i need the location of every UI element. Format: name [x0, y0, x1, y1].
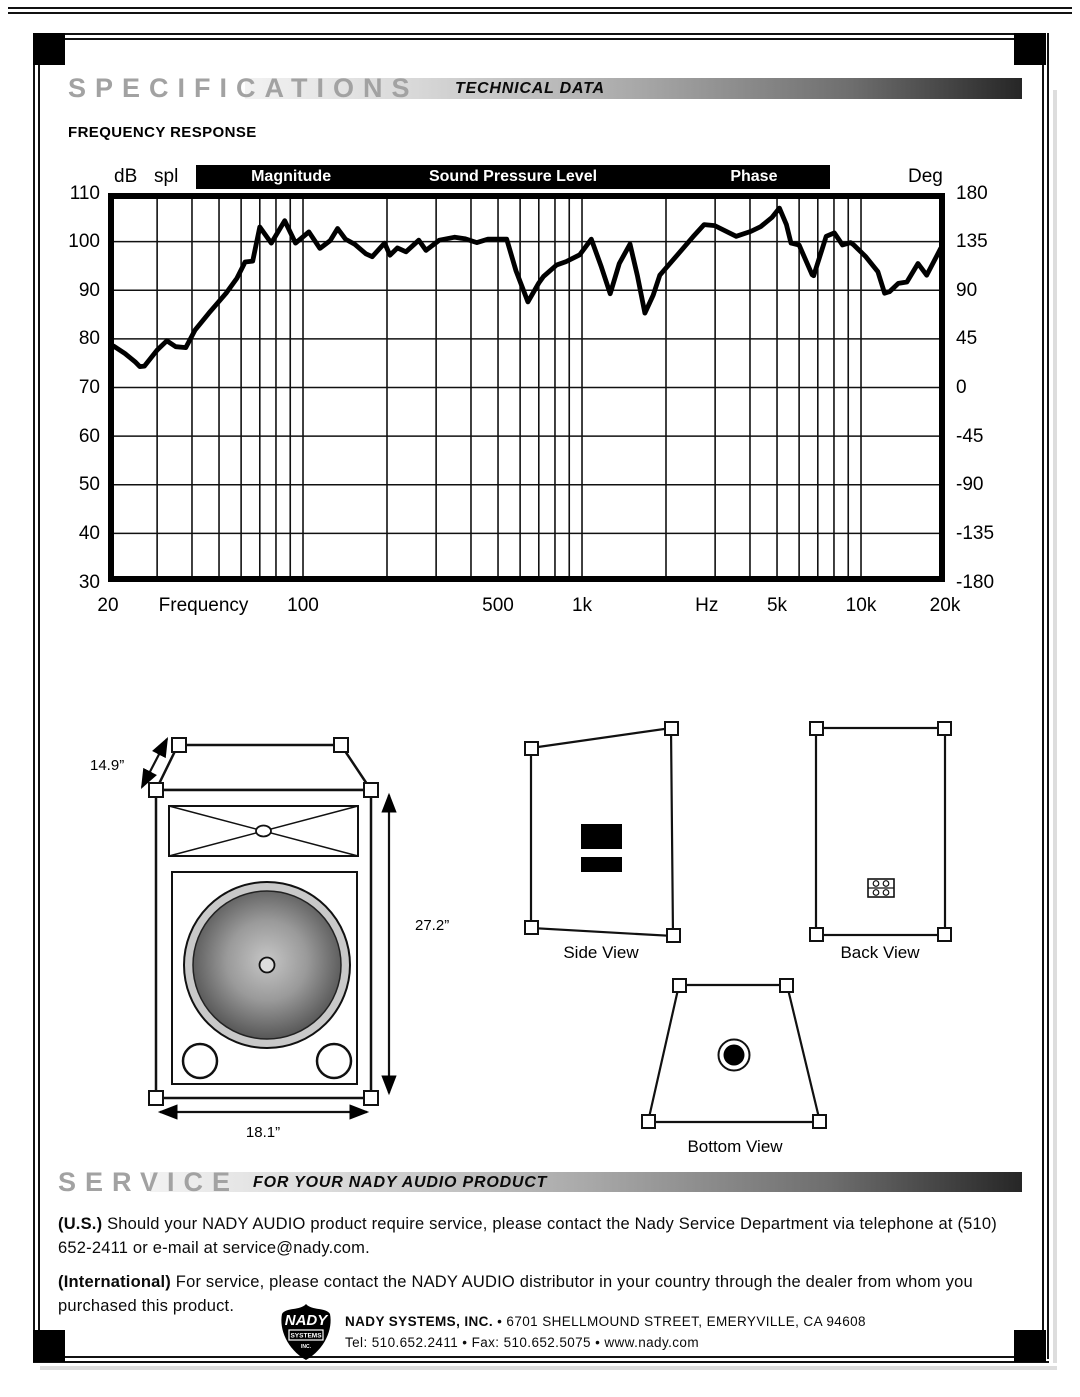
logo-inc-text: INC. — [301, 1344, 311, 1350]
y-left-tick: 60 — [78, 425, 100, 447]
y-left-tick: 70 — [78, 377, 100, 398]
international-label: (International) — [58, 1272, 171, 1291]
y-right-tick: -90 — [956, 474, 984, 496]
x-axis-label: 5k — [766, 595, 788, 616]
x-axis-label: Hz — [695, 595, 719, 616]
page-edge-shadow-right — [1053, 90, 1057, 1363]
x-axis-labels — [97, 595, 961, 621]
y-left-tick: 30 — [78, 571, 100, 593]
logo-sub-text: SYSTEMS — [290, 1332, 322, 1340]
pole-mount-socket — [724, 1045, 745, 1066]
frame-right-line — [1042, 33, 1049, 1359]
x-axis-label: 500 — [482, 595, 514, 616]
x-axis-label: 20k — [929, 595, 961, 616]
bottom-view-drawing — [625, 970, 845, 1165]
international-text: For service, please contact the NADY AUDIO distributor in your country through the dealer from whom you purchased this product. — [58, 1272, 973, 1316]
footer-line-1 — [345, 1312, 866, 1333]
x-axis-label: 1k — [571, 595, 593, 616]
x-axis-label: 10k — [845, 595, 877, 616]
y-left-tick: 100 — [68, 231, 100, 253]
service-paragraph-us — [58, 1212, 1024, 1262]
nady-logo — [278, 1303, 334, 1361]
footer-address: • 6701 SHELLMOUND STREET, EMERYVILLE, CA 94608 — [492, 1314, 866, 1329]
y-left-tick: 40 — [78, 522, 100, 544]
frame-top-line — [33, 33, 1049, 40]
unit-deg: Deg — [908, 166, 943, 187]
back-view-label: Back View — [840, 943, 920, 962]
port-left — [183, 1044, 217, 1078]
page-top-scan-line — [8, 7, 1072, 14]
y-right-tick: 90 — [956, 279, 978, 301]
y-right-tick: 180 — [956, 182, 988, 204]
legend-phase: Phase — [730, 168, 778, 185]
frequency-response-heading: FREQUENCY RESPONSE — [68, 124, 257, 141]
frame-bottom-line — [33, 1356, 1049, 1363]
legend-magnitude: Magnitude — [251, 168, 332, 185]
front-view-drawing — [85, 712, 475, 1162]
frame-corner-bottom-right — [1014, 1330, 1046, 1362]
y-right-tick: -135 — [956, 522, 995, 544]
y-left-tick: 90 — [78, 279, 100, 301]
x-axis-label: Frequency — [158, 595, 249, 616]
depth-dimension-label: 14.9” — [90, 757, 125, 774]
y-right-tick: -180 — [956, 571, 995, 593]
side-view-drawing — [515, 710, 695, 970]
specifications-title: SPECIFICATIONS — [68, 73, 419, 103]
unit-spl: spl — [154, 166, 179, 187]
y-right-tick: -45 — [956, 425, 984, 447]
height-dimension-label: 27.2” — [415, 917, 450, 934]
footer-line-2: Tel: 510.652.2411 • Fax: 510.652.5075 • www.nady.com — [345, 1334, 699, 1350]
y-left-tick: 50 — [78, 474, 100, 496]
y-left-tick: 110 — [69, 182, 100, 204]
woofer-dust-cap — [260, 958, 275, 973]
us-label: (U.S.) — [58, 1214, 103, 1233]
port-right — [317, 1044, 351, 1078]
y-right-tick: 0 — [956, 377, 967, 398]
page-edge-shadow-bottom — [40, 1366, 1057, 1370]
back-view-drawing — [800, 710, 965, 970]
bottom-view-label: Bottom View — [687, 1137, 783, 1156]
frame-corner-top-left — [33, 33, 65, 65]
y-right-tick: 135 — [956, 231, 988, 253]
y-axis-right-labels — [956, 182, 1026, 593]
y-axis-left-labels — [30, 182, 100, 593]
service-bar-label: FOR YOUR NADY AUDIO PRODUCT — [253, 1174, 548, 1191]
chart-plot-svg — [108, 193, 945, 582]
logo-text: NADY — [284, 1312, 328, 1329]
technical-data-label: TECHNICAL DATA — [455, 80, 605, 97]
unit-db: dB — [114, 166, 138, 187]
frame-corner-bottom-left — [33, 1330, 65, 1362]
chart-legend-bar — [196, 165, 830, 189]
footer-address-block — [345, 1312, 866, 1354]
y-left-tick: 80 — [78, 328, 100, 350]
width-dimension-label: 18.1” — [245, 1124, 281, 1141]
side-view-label: Side View — [563, 943, 639, 962]
x-axis-label: 20 — [97, 595, 119, 616]
us-text: Should your NADY AUDIO product require service, please contact the Nady Service Department via telephone at (510) 652-2411 or e-mail at service@nady.com. — [58, 1214, 997, 1258]
service-title: SERVICE — [58, 1167, 240, 1197]
x-axis-label: 100 — [287, 595, 319, 616]
legend-sound-pressure-level: Sound Pressure Level — [428, 168, 598, 185]
footer-company: NADY SYSTEMS, INC. — [345, 1314, 493, 1329]
side-handle — [581, 824, 622, 872]
y-right-tick: 45 — [956, 328, 978, 350]
frame-corner-top-right — [1014, 33, 1046, 65]
